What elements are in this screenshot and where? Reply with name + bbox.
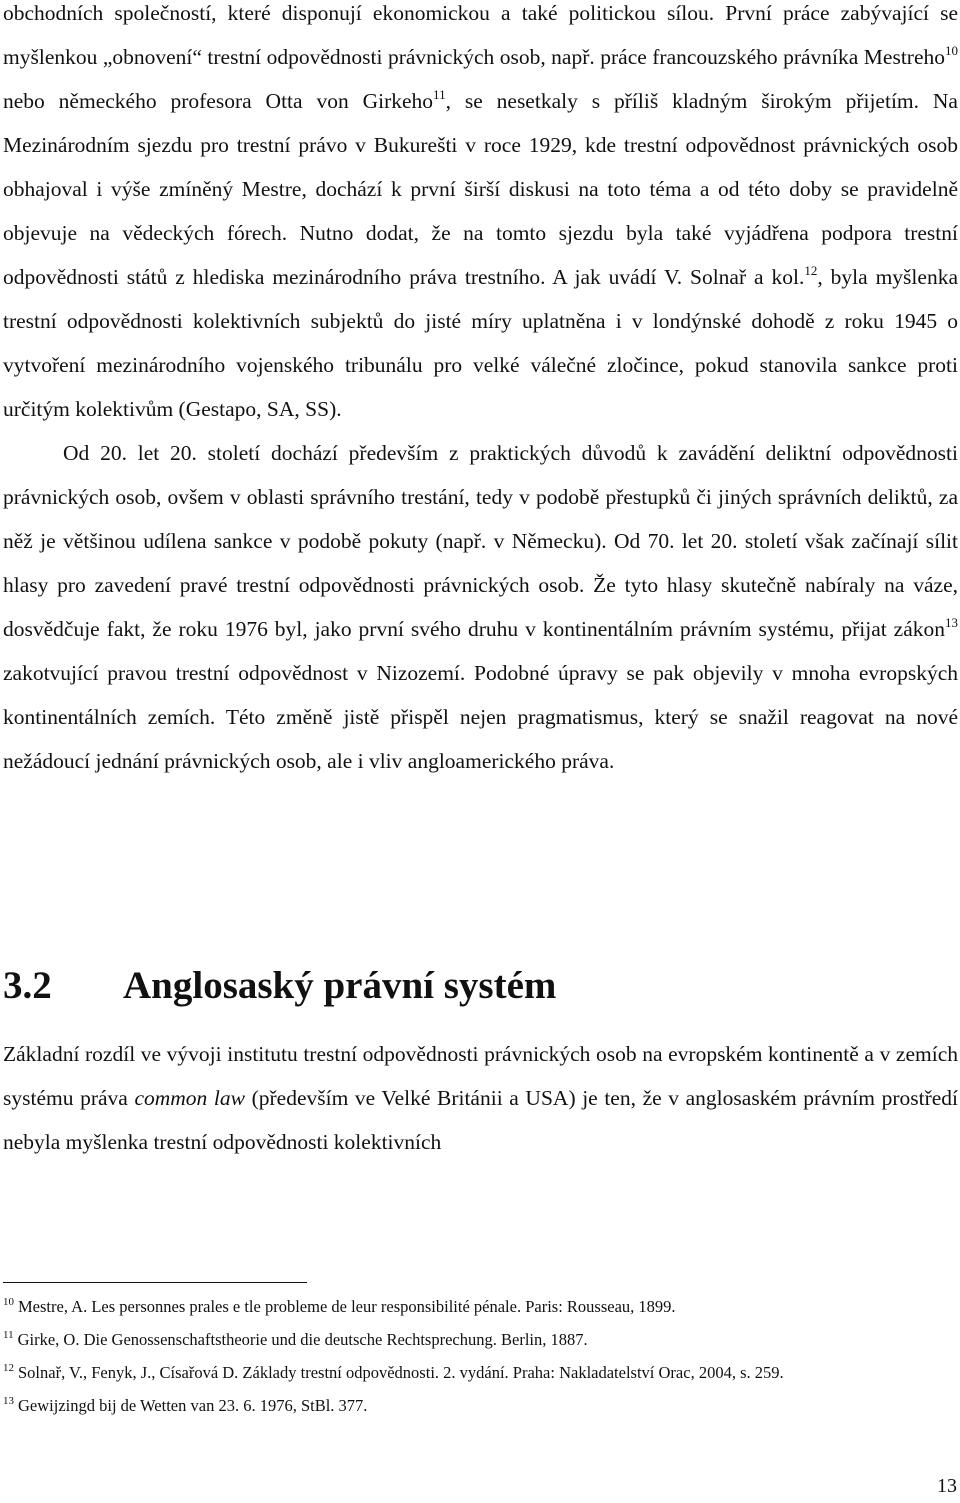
section-title: Anglosaský právní systém [123,964,557,1007]
footnote-12 [3,1356,958,1389]
footnote-text: Girke, O. Die Genossenschaftstheorie und die deutsche Rechtsprechung. Berlin, 1887. [17,1330,588,1349]
footnote-ref-10[interactable]: 10 [945,43,958,58]
footnote-number: 12 [3,1362,14,1374]
footnote-10 [3,1290,958,1323]
footnote-text: Mestre, A. Les personnes prales e tle probleme de leur responsibilité pénale. Paris: Rousseau, 1899. [18,1297,676,1316]
footnote-ref-12[interactable]: 12 [804,263,818,278]
footnote-number: 10 [3,1296,14,1308]
paragraph-3: Základní rozdíl ve vývoji institutu trestní odpovědnosti právnických osob na evropském kontinentě a v zemích systému práva common law (především ve Velké Británii a USA) je ten, že v anglosaském právním prostředí nebyla myšlenka trestní odpovědnosti kolektivních [3,1042,958,1154]
footnote-text: Gewijzingd bij de Wetten van 23. 6. 1976, StBl. 377. [18,1396,368,1415]
footnotes [3,1290,958,1422]
footnote-text: Solnař, V., Fenyk, J., Císařová D. Základy trestní odpovědnosti. 2. vydání. Praha: Nakladatelství Orac, 2004, s. 259. [18,1363,784,1382]
page-number: 13 [937,1475,957,1497]
footnote-number: 11 [3,1329,14,1341]
footnote-11 [3,1323,958,1356]
body-text-lower [3,1032,958,1164]
footnote-ref-11[interactable]: 11 [433,87,446,102]
footnote-number: 13 [3,1395,14,1407]
footnote-13 [3,1389,958,1422]
footnote-ref-13[interactable]: 13 [945,615,958,630]
footnote-separator [3,1282,307,1283]
paragraph-2: Od 20. let 20. století dochází především z praktických důvodů k zavádění deliktní odpovědnosti právnických osob, ovšem v oblasti správního trestání, tedy v podobě přestupků či jiných správních deliktů, za něž je většinou udílena sankce v podobě pokuty (např. v Německu). Od 70. let 20. století však začínají sílit hlasy pro zavedení pravé trestní odpovědnosti právnických osob. Že tyto hlasy skutečně nabíraly na váze, dosvědčuje fakt, že roku 1976 byl, jako první svého druhu v kontinentálním právním systému, přijat zákon$^{13}$ zakotvující pravou trestní odpovědnost v Nizozemí. Podobné úpravy se pak objevily v mnoha evropských kontinentálních zemích. Této změně jistě přispěl nejen pragmatismus, který se snažil reagovat na nové nežádoucí jednání právnických osob, ale i vliv angloamerického práva. [3,441,958,773]
paragraph-1: obchodních společností, které disponují ekonomickou a také politickou sílou. První práce zabývající se myšlenkou „obnovení“ trestní odpovědnosti právnických osob, např. práce francouzského právníka Mestreho$^{10}$ nebo německého profesora Otta von Girkeho$^{11}$, se nesetkaly s příliš kladným širokým přijetím. Na Mezinárodním sjezdu pro trestní právo v Bukurešti v roce 1929, kde trestní odpovědnost právnických osob obhajoval i výše zmíněný Mestre, dochází k první širší diskusi na toto téma a od této doby se pravidelně objevuje na vědeckých fórech. Nutno dodat, že na tomto sjezdu byla také vyjádřena podpora trestní odpovědnosti států z hlediska mezinárodního práva trestního. A jak uvádí V. Solnař a kol.$^{12}$, byla myšlenka trestní odpovědnosti kolektivních subjektů do jisté míry uplatněna i v londýnské dohodě z roku 1945 o vytvoření mezinárodního vojenského tribunálu pro velké válečné zločince, pokud stanovila sankce proti určitým kolektivům (Gestapo, SA, SS). [3,1,958,421]
section-heading [3,958,958,1014]
body-text-upper [3,0,958,783]
italic-term: common law [134,1086,245,1110]
section-number: 3.2 [3,964,52,1007]
